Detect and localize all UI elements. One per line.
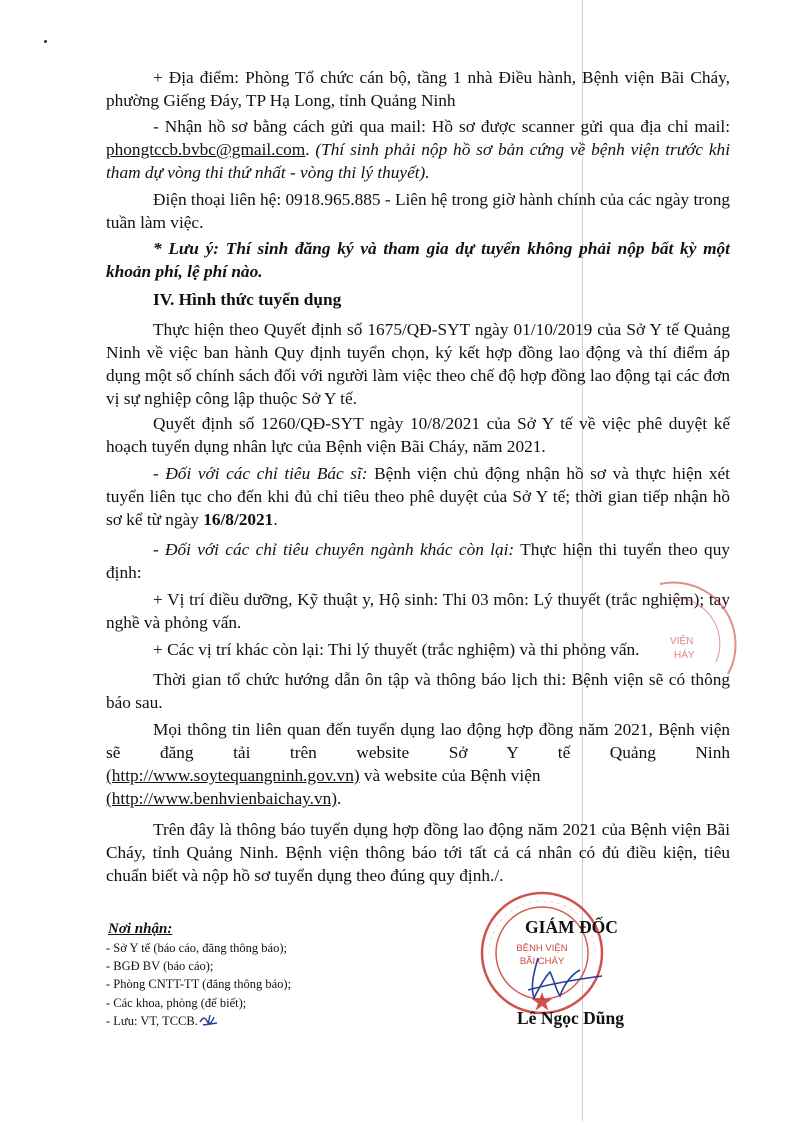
other-positions-paragraph: + Các vị trí khác còn lại: Thi lý thuyết (trắc nghiệm) và thi phỏng vấn.: [153, 640, 640, 659]
svg-text:BÃI CHÁY: BÃI CHÁY: [519, 956, 565, 967]
hospital-link[interactable]: (http://www.benhvienbaichay.vn): [106, 789, 337, 808]
doctor-text: Bệnh viện chủ động nhận hồ sơ và thực hiện xét tuyển liên tục cho đến khi đủ chỉ tiêu theo phê duyệt của Sở Y tế; thời gian tiếp nhận hồ sơ kể từ ngày: [106, 464, 730, 529]
recipient-item: [106, 1012, 291, 1030]
recipient-item: - Các khoa, phòng (để biết);: [106, 995, 247, 1010]
doctor-paragraph: [106, 462, 730, 531]
email-after: .: [305, 140, 316, 159]
schedule-paragraph: Thời gian tổ chức hướng dẫn ôn tập và thông báo lịch thi: Bệnh viện sẽ có thông báo sau.: [106, 670, 730, 712]
other-text: Thực hiện thi tuyển theo quy định:: [106, 540, 730, 582]
recipient-archive-text: - Lưu: VT, TCCB.: [106, 1013, 198, 1028]
recipients-title: Nơi nhận:: [108, 921, 173, 937]
seal-edge-impression: [640, 578, 740, 688]
scan-speck: [44, 40, 47, 43]
website-mid: và website của Bệnh viện: [359, 766, 541, 785]
recipients-list: [106, 939, 291, 1030]
nursing-paragraph: + Vị trí điều dưỡng, Kỹ thuật y, Hộ sinh: Thi 03 môn: Lý thuyết (trắc nghiệm); tay nghề và phỏng vấn.: [106, 590, 730, 632]
email-lead: - Nhận hồ sơ bằng cách gửi qua mail: Hồ sơ được scanner gửi qua địa chỉ mail:: [153, 117, 730, 136]
website-paragraph: Mọi thông tin liên quan đến tuyển dụng lao động hợp đồng năm 2021, Bệnh viện sẽ đăng tải trên website Sở Y tế Quảng Ninh: [106, 720, 730, 762]
other-paragraph: [106, 538, 730, 584]
phone-paragraph: Điện thoại liên hệ: 0918.965.885 - Liên hệ trong giờ hành chính của các ngày trong tuần làm việc.: [106, 190, 730, 232]
doctor-lead: - Đối với các chỉ tiêu Bác sĩ:: [153, 464, 368, 483]
svg-text:BỆNH VIỆN: BỆNH VIỆN: [516, 943, 568, 954]
closing-paragraph: Trên đây là thông báo tuyển dụng hợp đồng lao động năm 2021 của Bệnh viện Bãi Cháy, tỉnh Quảng Ninh. Bệnh viện thông báo tới tất cả cá nhân có đủ điều kiện, tiêu chuẩn biết và nộp hồ sơ tuyển dụng theo đúng quy định./.: [106, 820, 730, 885]
other-lead: - Đối với các chỉ tiêu chuyên ngành khác còn lại:: [153, 540, 515, 559]
recipient-item: - Sở Y tế (báo cáo, đăng thông báo);: [106, 941, 287, 955]
handwritten-signature: [520, 950, 610, 1008]
website-line-3: [106, 764, 730, 787]
doctor-date: 16/8/2021: [203, 510, 274, 529]
location-paragraph: + Địa điểm: Phòng Tổ chức cán bộ, tầng 1 nhà Điều hành, Bệnh viện Bãi Cháy, phường Giếng Đáy, TP Hạ Long, tỉnh Quảng Ninh: [106, 68, 730, 110]
section-heading: IV. Hình thức tuyển dụng: [153, 290, 342, 309]
svg-text:HÁY: HÁY: [674, 650, 695, 661]
decision-1675-paragraph: Thực hiện theo Quyết định số 1675/QĐ-SYT ngày 01/10/2019 của Sở Y tế Quảng Ninh về việc ban hành Quy định tuyển chọn, ký kết hợp đồng lao động và thí điểm áp dụng một số chính sách đối với người làm việc theo chế độ hợp đồng lao động tại các đơn vị sự nghiệp công lập thuộc Sở Y tế.: [106, 320, 730, 408]
decision-1260-paragraph: Quyết định số 1260/QĐ-SYT ngày 10/8/2021 của Sở Y tế về việc phê duyệt kế hoạch tuyển dụng nhân lực của Bệnh viện Bãi Cháy, năm 2021.: [106, 414, 730, 456]
email-paragraph: [106, 115, 730, 184]
email-link[interactable]: phongtccb.bvbc@gmail.com: [106, 140, 306, 159]
recipient-item: - Phòng CNTT-TT (đăng thông báo);: [106, 977, 292, 992]
initials-mark: [198, 1013, 220, 1027]
soyte-link[interactable]: (http://www.soytequangninh.gov.vn): [106, 766, 360, 785]
recipient-item: - BGĐ BV (báo cáo);: [106, 959, 214, 974]
website-line-4: [106, 787, 730, 810]
website-end: .: [337, 789, 342, 808]
note-paragraph: * Lưu ý: Thí sinh đăng ký và tham gia dự tuyển không phải nộp bất kỳ một khoản phí, lệ phí nào.: [106, 239, 730, 281]
signature-title: GIÁM ĐỐC: [525, 917, 618, 937]
signer-name: Lê Ngọc Dũng: [517, 1008, 624, 1028]
email-note: (Thí sinh phải nộp hồ sơ bản cứng về bệnh viện trước khi tham dự vòng thi thứ nhất - vòng thi lý thuyết).: [106, 140, 731, 182]
doctor-end: .: [273, 510, 278, 529]
svg-text:VIỆN: VIỆN: [670, 636, 694, 647]
